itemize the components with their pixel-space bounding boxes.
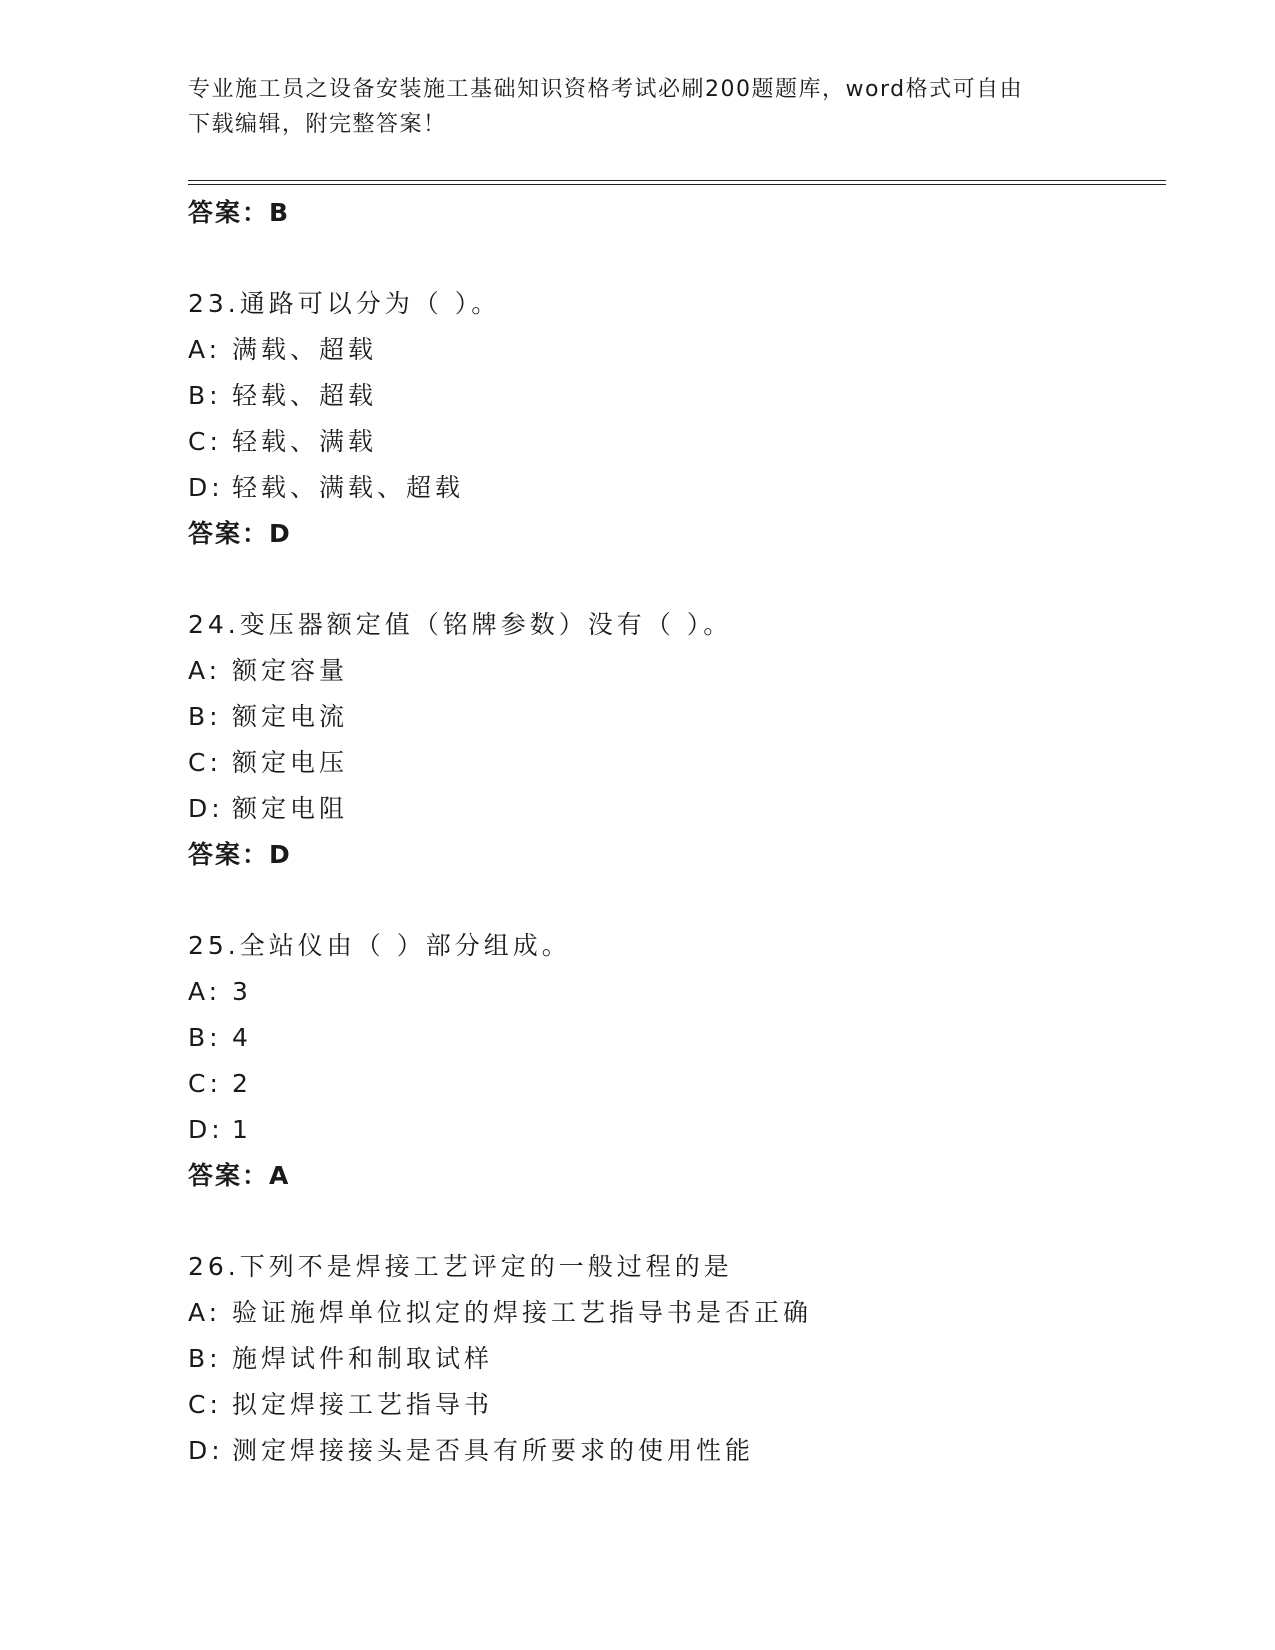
option-letter: D:: [188, 794, 224, 823]
option-b: [188, 373, 1166, 419]
option-a: [188, 327, 1166, 373]
option-text: 测定焊接接头是否具有所要求的使用性能: [232, 1436, 755, 1465]
option-d: [188, 786, 1166, 832]
option-letter: B:: [188, 1023, 222, 1052]
option-letter: D:: [188, 1436, 224, 1465]
option-letter: A:: [188, 656, 222, 685]
option-text: 施焊试件和制取试样: [232, 1344, 494, 1373]
option-text: 2: [232, 1069, 252, 1098]
question-stem: 25.全站仪由（ ）部分组成。: [188, 931, 571, 960]
option-letter: B:: [188, 702, 222, 731]
option-c: [188, 1382, 1166, 1428]
document-header: [188, 72, 1108, 142]
question-stem: 24.变压器额定值（铭牌参数）没有（ ）。: [188, 610, 733, 639]
option-d: [188, 465, 1166, 511]
header-title-line-2: 下载编辑，附完整答案！: [188, 112, 447, 137]
option-letter: C:: [188, 1069, 222, 1098]
option-letter: B:: [188, 381, 222, 410]
option-text: 3: [232, 977, 252, 1006]
option-text: 额定电流: [232, 702, 349, 731]
option-letter: B:: [188, 1344, 222, 1373]
option-text: 1: [232, 1115, 252, 1144]
option-text: 验证施焊单位拟定的焊接工艺指导书是否正确: [232, 1298, 813, 1327]
option-text: 轻载、满载: [232, 427, 378, 456]
spacer: [188, 236, 1166, 281]
option-letter: D:: [188, 1115, 224, 1144]
option-text: 拟定焊接工艺指导书: [232, 1390, 494, 1419]
answer-line: 答案：B: [188, 198, 291, 227]
spacer: [188, 878, 1166, 923]
option-text: 额定容量: [232, 656, 349, 685]
option-a: [188, 969, 1166, 1015]
option-text: 轻载、满载、超载: [232, 473, 465, 502]
option-b: [188, 1015, 1166, 1061]
option-c: [188, 740, 1166, 786]
option-letter: A:: [188, 335, 222, 364]
question-stem: 26.下列不是焊接工艺评定的一般过程的是: [188, 1252, 733, 1281]
header-divider: [188, 180, 1166, 185]
spacer: [188, 557, 1166, 602]
header-title-line-1: 专业施工员之设备安装施工基础知识资格考试必刷200题题库，word格式可自由: [188, 77, 1024, 102]
option-letter: C:: [188, 748, 222, 777]
option-letter: C:: [188, 427, 222, 456]
spacer: [188, 1199, 1166, 1244]
question-stem: 23.通路可以分为（ ）。: [188, 289, 501, 318]
option-text: 4: [232, 1023, 252, 1052]
answer-line: 答案：D: [188, 519, 292, 548]
option-b: [188, 694, 1166, 740]
option-letter: A:: [188, 977, 222, 1006]
option-letter: D:: [188, 473, 224, 502]
option-text: 额定电压: [232, 748, 349, 777]
question-block: [188, 923, 1166, 1199]
option-a: [188, 1290, 1166, 1336]
answer-line: 答案：A: [188, 1161, 291, 1190]
option-c: [188, 419, 1166, 465]
option-letter: C:: [188, 1390, 222, 1419]
answer-line: 答案：D: [188, 840, 292, 869]
option-text: 额定电阻: [232, 794, 349, 823]
question-list: [188, 190, 1166, 1474]
option-text: 满载、超载: [232, 335, 378, 364]
option-c: [188, 1061, 1166, 1107]
question-block: [188, 602, 1166, 878]
question-block: [188, 281, 1166, 557]
question-block: [188, 1244, 1166, 1474]
option-b: [188, 1336, 1166, 1382]
option-letter: A:: [188, 1298, 222, 1327]
option-text: 轻载、超载: [232, 381, 378, 410]
option-a: [188, 648, 1166, 694]
option-d: [188, 1107, 1166, 1153]
option-d: [188, 1428, 1166, 1474]
